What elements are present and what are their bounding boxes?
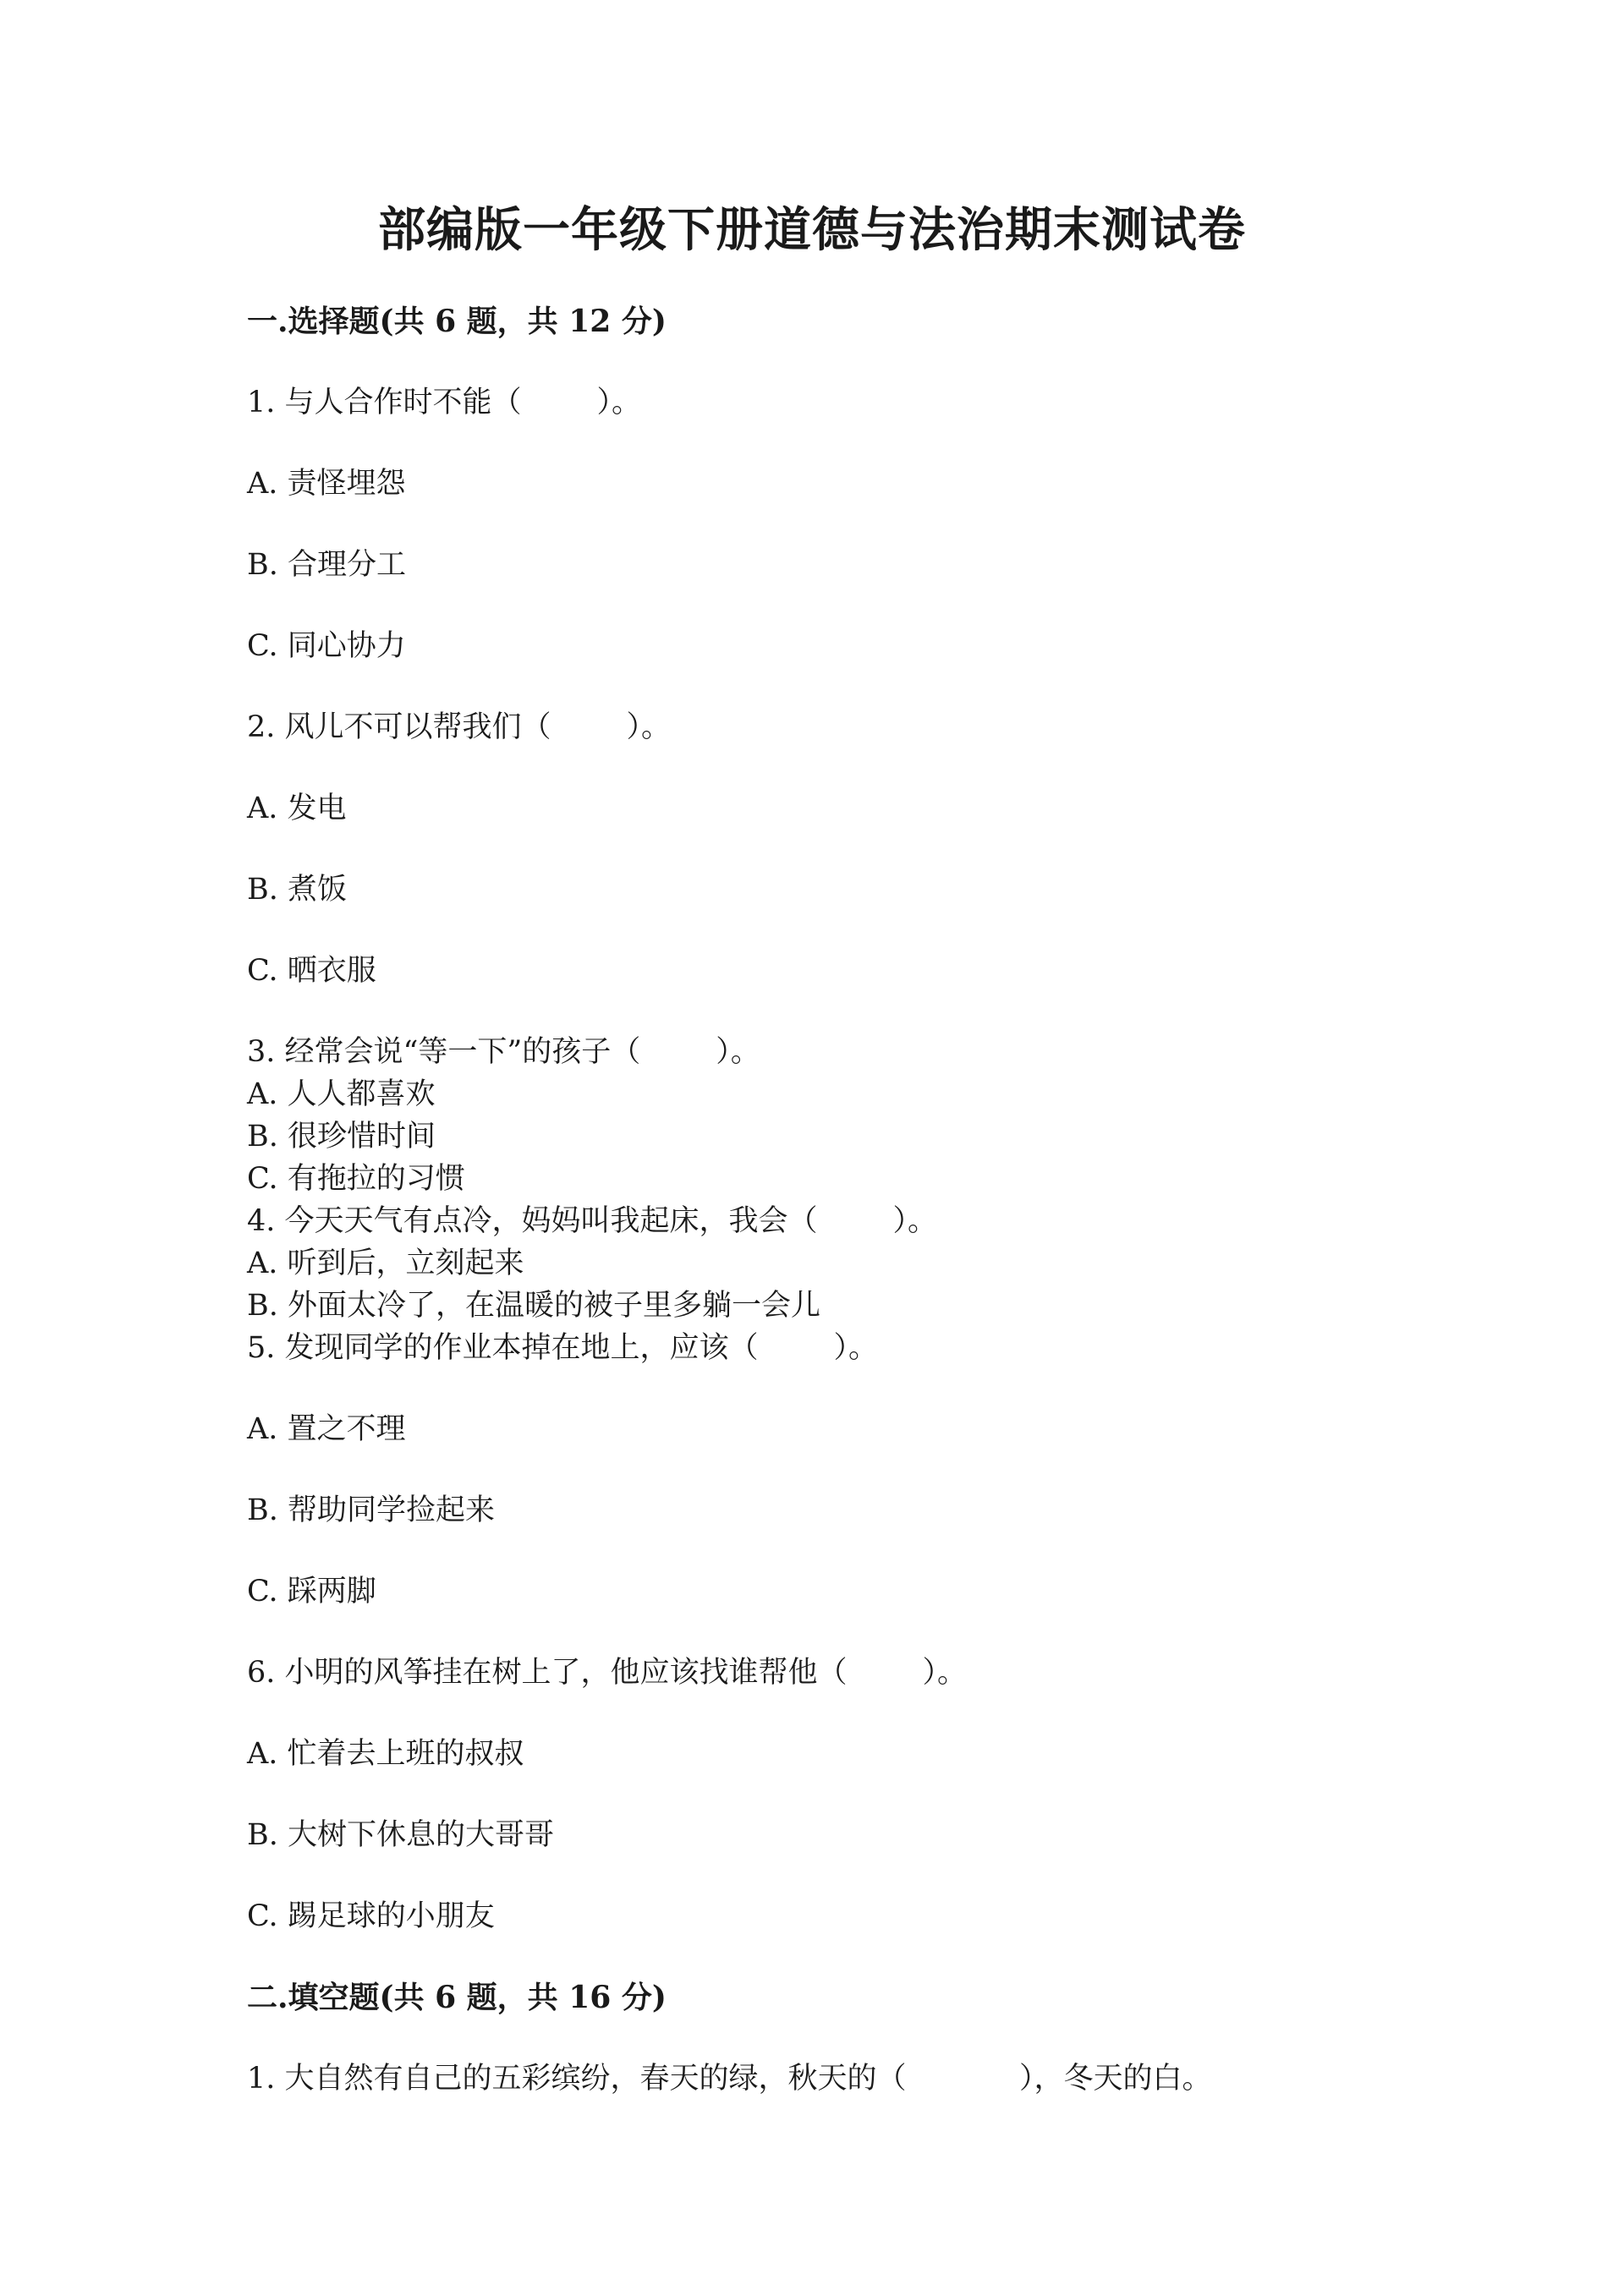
question-2-option-c: C. 晒衣服 [247,954,376,988]
question-6-option-a: A. 忙着去上班的叔叔 [247,1737,524,1771]
section-heading-fill-blank: 二.填空题(共 6 题，共 16 分) [247,1980,667,2015]
question-2-stem: 2. 风儿不可以帮我们（ ）。 [247,710,672,744]
question-1-stem: 1. 与人合作时不能（ ）。 [247,386,642,419]
question-3-option-b: B. 很珍惜时间 [247,1120,436,1153]
question-2-option-a: A. 发电 [247,792,347,825]
question-4-stem: 4. 今天天气有点冷，妈妈叫我起床，我会（ ）。 [247,1204,938,1238]
question-1-option-c: C. 同心协力 [247,629,406,663]
question-5-option-c: C. 踩两脚 [247,1575,376,1608]
question-3-option-a: A. 人人都喜欢 [247,1077,436,1111]
question-6-option-b: B. 大树下休息的大哥哥 [247,1818,554,1852]
question-3-stem: 3. 经常会说“等一下”的孩子（ ）。 [247,1035,760,1069]
section-heading-choice: 一.选择题(共 6 题，共 12 分) [247,304,667,339]
question-4-option-b: B. 外面太冷了，在温暖的被子里多躺一会儿 [247,1289,820,1323]
question-2-option-b: B. 煮饭 [247,873,347,907]
question-4-option-a: A. 听到后，立刻起来 [247,1247,524,1280]
question-3-option-c: C. 有拖拉的习惯 [247,1162,465,1196]
fill-question-1-stem: 1. 大自然有自己的五彩缤纷，春天的绿，秋天的（ ），冬天的白。 [247,2062,1212,2096]
page-title: 部编版一年级下册道德与法治期末测试卷 [378,202,1246,258]
question-6-stem: 6. 小明的风筝挂在树上了，他应该找谁帮他（ ）。 [247,1656,968,1690]
question-5-option-a: A. 置之不理 [247,1412,406,1446]
question-1-option-b: B. 合理分工 [247,548,406,582]
question-5-option-b: B. 帮助同学捡起来 [247,1493,495,1527]
question-5-stem: 5. 发现同学的作业本掉在地上，应该（ ）。 [247,1331,879,1365]
question-1-option-a: A. 责怪埋怨 [247,467,406,501]
question-6-option-c: C. 踢足球的小朋友 [247,1899,495,1933]
